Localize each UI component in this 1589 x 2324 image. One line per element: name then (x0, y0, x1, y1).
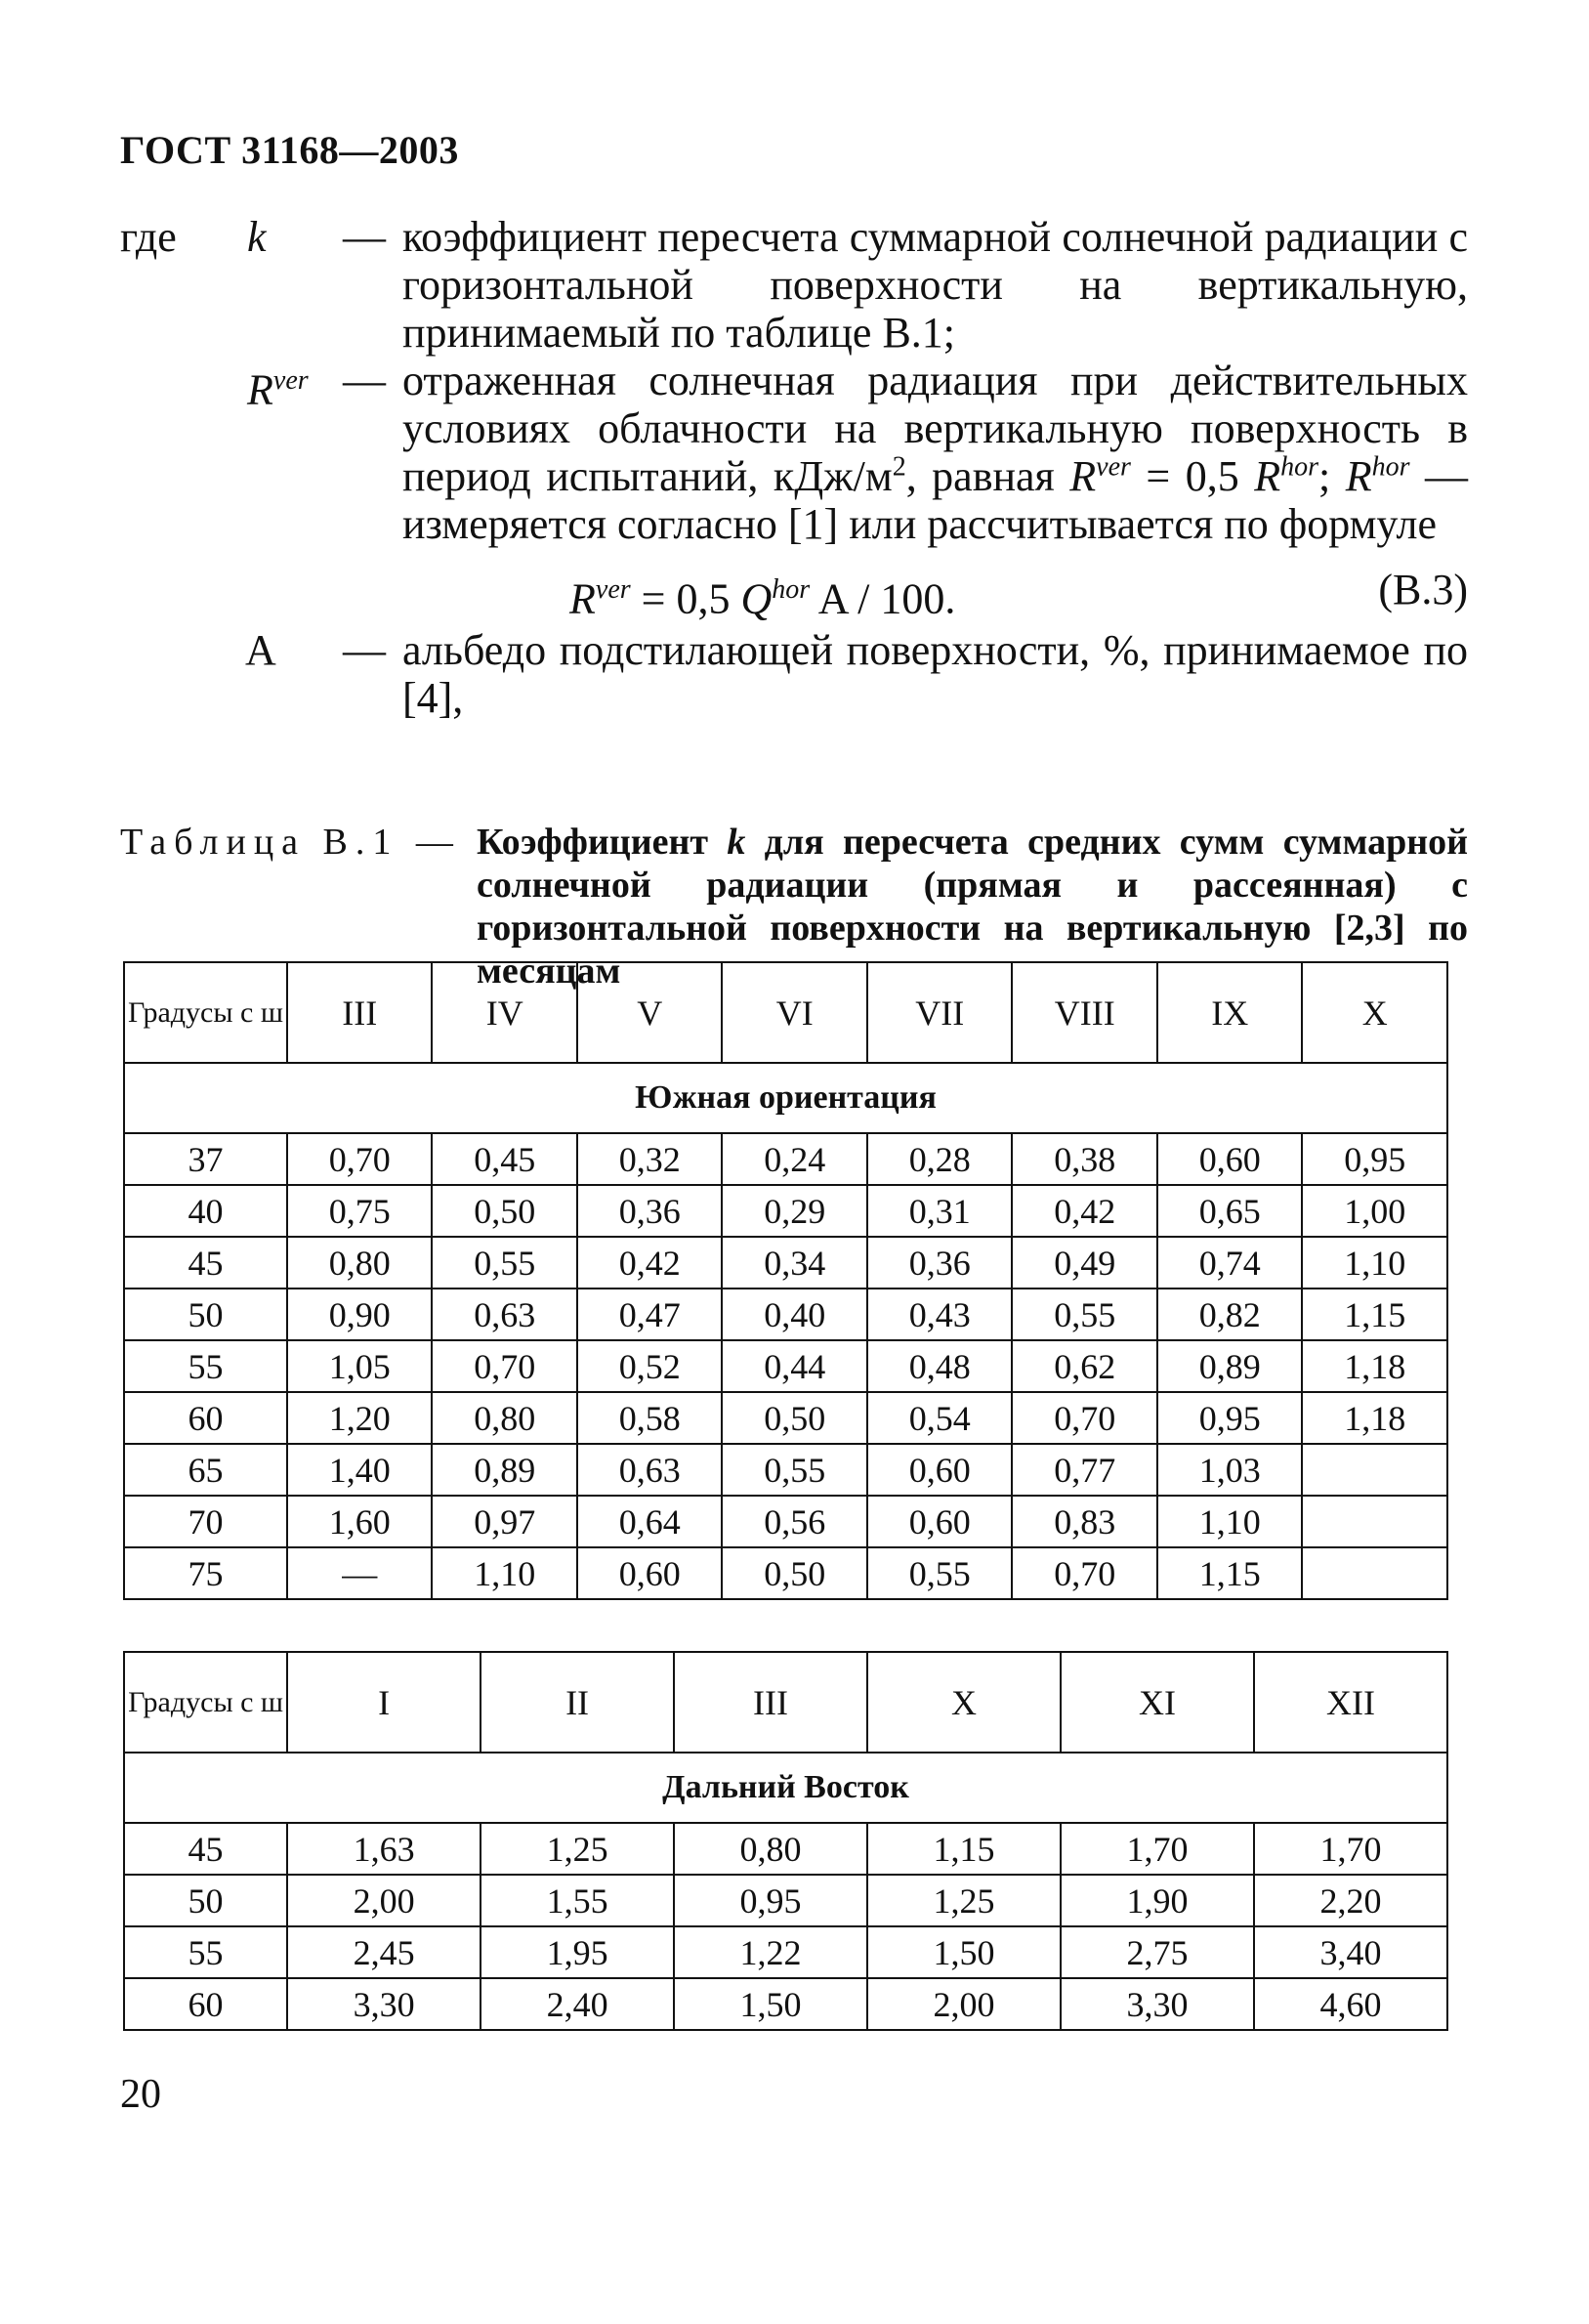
value-cell: 0,82 (1157, 1289, 1303, 1340)
value-cell: 0,40 (722, 1289, 867, 1340)
value-cell: 1,15 (1157, 1547, 1303, 1599)
value-cell: 2,45 (287, 1926, 481, 1978)
table-row (124, 1133, 1447, 1185)
value-cell: 3,30 (1061, 1978, 1254, 2030)
table-title: Коэффициент k для пересчета средних сумм суммарной солнечной радиации (прямая и рассеянная) с горизонтальной поверхности на вертикальную [2,3] по месяцам (477, 822, 1468, 992)
value-cell: 0,70 (1012, 1392, 1157, 1444)
dash: — (343, 213, 386, 261)
value-cell: 0,60 (867, 1444, 1013, 1496)
table-row (124, 1340, 1447, 1392)
latitude-cell: 75 (124, 1547, 287, 1599)
symbol-a: A (245, 626, 276, 674)
header-cell-month: III (287, 962, 433, 1063)
value-cell: 1,10 (1302, 1237, 1447, 1289)
header-cell-month: I (287, 1652, 481, 1753)
latitude-cell: 60 (124, 1392, 287, 1444)
value-cell: 0,62 (1012, 1340, 1157, 1392)
value-cell: 2,75 (1061, 1926, 1254, 1978)
value-cell: 2,00 (867, 1978, 1061, 2030)
value-cell: 1,90 (1061, 1875, 1254, 1926)
value-cell: 3,30 (287, 1978, 481, 2030)
value-cell: 0,60 (867, 1496, 1013, 1547)
value-cell: 2,00 (287, 1875, 481, 1926)
value-cell: 0,70 (1012, 1547, 1157, 1599)
table-row (124, 1444, 1447, 1496)
value-cell: 0,75 (287, 1185, 433, 1237)
where-word: где (120, 213, 177, 261)
value-cell: 0,38 (1012, 1133, 1157, 1185)
value-cell: 0,63 (577, 1444, 723, 1496)
latitude-cell: 65 (124, 1444, 287, 1496)
value-cell: 0,83 (1012, 1496, 1157, 1547)
header-cell-month: XII (1254, 1652, 1447, 1753)
table-south-orientation (123, 961, 1448, 1600)
latitude-cell: 45 (124, 1237, 287, 1289)
definition-text: отраженная солнечная радиация при действительных условиях облачности на вертикальную поверхность в период испытаний, кДж/$м^2$, равная $R^{ver} = 0,5$ $R^{hor}$; $R^{hor}$ — измеряется согласно [1] или рассчитывается по формуле (402, 357, 1468, 548)
value-cell: 1,40 (287, 1444, 433, 1496)
value-cell: 1,18 (1302, 1340, 1447, 1392)
value-cell: 0,34 (722, 1237, 867, 1289)
value-cell: 0,74 (1157, 1237, 1303, 1289)
latitude-cell: 50 (124, 1875, 287, 1926)
value-cell: 1,18 (1302, 1392, 1447, 1444)
table-row (124, 1392, 1447, 1444)
header-cell-month: IX (1157, 962, 1303, 1063)
value-cell (1302, 1496, 1447, 1547)
value-cell: 0,80 (287, 1237, 433, 1289)
value-cell: 0,89 (1157, 1340, 1303, 1392)
value-cell: 1,70 (1061, 1823, 1254, 1875)
value-cell: 1,60 (287, 1496, 433, 1547)
latitude-cell: 37 (124, 1133, 287, 1185)
value-cell: 1,25 (867, 1875, 1061, 1926)
section-row: Южная ориентация (124, 1063, 1447, 1133)
value-cell: 0,60 (1157, 1133, 1303, 1185)
value-cell: 1,70 (1254, 1823, 1447, 1875)
table-row (124, 1289, 1447, 1340)
value-cell: 0,64 (577, 1496, 723, 1547)
value-cell: 0,90 (287, 1289, 433, 1340)
value-cell: 1,22 (674, 1926, 867, 1978)
document-header: ГОСТ 31168—2003 (120, 128, 459, 172)
value-cell: 0,95 (1157, 1392, 1303, 1444)
value-cell: 0,36 (577, 1185, 723, 1237)
value-cell: 1,25 (481, 1823, 674, 1875)
value-cell: 0,52 (577, 1340, 723, 1392)
value-cell: 1,15 (867, 1823, 1061, 1875)
value-cell: 0,55 (1012, 1289, 1157, 1340)
table-row (124, 1926, 1447, 1978)
value-cell: 0,55 (432, 1237, 577, 1289)
value-cell: 0,60 (577, 1547, 723, 1599)
definition-text: коэффициент пересчета суммарной солнечной радиации с горизонтальной поверхности на вертикальную, принимаемый по таблице В.1; (402, 213, 1468, 357)
value-cell: 0,28 (867, 1133, 1013, 1185)
table-row (124, 1185, 1447, 1237)
latitude-cell: 40 (124, 1185, 287, 1237)
value-cell: — (287, 1547, 433, 1599)
latitude-cell: 60 (124, 1978, 287, 2030)
header-cell-month: IV (432, 962, 577, 1063)
latitude-cell: 55 (124, 1926, 287, 1978)
value-cell: 0,56 (722, 1496, 867, 1547)
definitions (120, 213, 1468, 722)
table-row (124, 1547, 1447, 1599)
table-row (124, 1496, 1447, 1547)
table-row (124, 1237, 1447, 1289)
dash: — (343, 357, 386, 404)
value-cell: 0,95 (674, 1875, 867, 1926)
value-cell: 0,24 (722, 1133, 867, 1185)
value-cell (1302, 1547, 1447, 1599)
formula-number: (В.3) (1378, 566, 1468, 613)
value-cell: 1,63 (287, 1823, 481, 1875)
section-row: Дальний Восток (124, 1753, 1447, 1823)
value-cell: 0,50 (722, 1547, 867, 1599)
value-cell: 0,45 (432, 1133, 577, 1185)
header-cell-month: X (867, 1652, 1061, 1753)
value-cell: 1,20 (287, 1392, 433, 1444)
value-cell: 0,77 (1012, 1444, 1157, 1496)
formula-expression: $R^{ver} = 0,5$ $Q^{hor}$ A / 100. (569, 574, 956, 623)
definition-a (120, 626, 1468, 722)
value-cell: 0,49 (1012, 1237, 1157, 1289)
header-cell-month: VI (722, 962, 867, 1063)
table-row (124, 1875, 1447, 1926)
header-cell-month: V (577, 962, 723, 1063)
value-cell: 0,89 (432, 1444, 577, 1496)
latitude-cell: 55 (124, 1340, 287, 1392)
latitude-cell: 45 (124, 1823, 287, 1875)
value-cell (1302, 1444, 1447, 1496)
value-cell: 0,29 (722, 1185, 867, 1237)
value-cell: 0,58 (577, 1392, 723, 1444)
value-cell: 4,60 (1254, 1978, 1447, 2030)
header-cell-month: III (674, 1652, 867, 1753)
value-cell: 0,42 (577, 1237, 723, 1289)
value-cell: 1,05 (287, 1340, 433, 1392)
header-cell-latitude: Градусы с ш (124, 1652, 287, 1753)
value-cell: 0,54 (867, 1392, 1013, 1444)
value-cell: 0,50 (432, 1185, 577, 1237)
value-cell: 1,10 (1157, 1496, 1303, 1547)
value-cell: 0,70 (432, 1340, 577, 1392)
value-cell: 1,50 (867, 1926, 1061, 1978)
table-far-east (123, 1651, 1448, 2031)
value-cell: 0,55 (867, 1547, 1013, 1599)
header-cell-month: VII (867, 962, 1013, 1063)
value-cell: 0,32 (577, 1133, 723, 1185)
value-cell: 1,00 (1302, 1185, 1447, 1237)
table-label: Таблица В.1 — (120, 822, 461, 863)
header-cell-month: XI (1061, 1652, 1254, 1753)
value-cell: 1,55 (481, 1875, 674, 1926)
page-number: 20 (120, 2072, 161, 2117)
value-cell: 2,40 (481, 1978, 674, 2030)
latitude-cell: 70 (124, 1496, 287, 1547)
value-cell: 0,63 (432, 1289, 577, 1340)
value-cell: 0,48 (867, 1340, 1013, 1392)
value-cell: 0,97 (432, 1496, 577, 1547)
header-cell-month: VIII (1012, 962, 1157, 1063)
table-row (124, 1978, 1447, 2030)
definition-rver (120, 357, 1468, 548)
value-cell: 0,55 (722, 1444, 867, 1496)
value-cell: 0,70 (287, 1133, 433, 1185)
value-cell: 1,10 (432, 1547, 577, 1599)
value-cell: 1,95 (481, 1926, 674, 1978)
value-cell: 1,50 (674, 1978, 867, 2030)
value-cell: 0,80 (432, 1392, 577, 1444)
definition-k (120, 213, 1468, 357)
symbol-k: k (247, 213, 267, 261)
dash: — (343, 626, 386, 674)
header-cell-latitude: Градусы с ш (124, 962, 287, 1063)
value-cell: 0,44 (722, 1340, 867, 1392)
symbol-rver: $R^{ver}$ (247, 365, 309, 414)
header-cell-month: X (1302, 962, 1447, 1063)
value-cell: 1,03 (1157, 1444, 1303, 1496)
value-cell: 0,47 (577, 1289, 723, 1340)
value-cell: 0,65 (1157, 1185, 1303, 1237)
value-cell: 0,50 (722, 1392, 867, 1444)
value-cell: 0,42 (1012, 1185, 1157, 1237)
table-row (124, 1823, 1447, 1875)
value-cell: 0,31 (867, 1185, 1013, 1237)
value-cell: 0,36 (867, 1237, 1013, 1289)
formula-b3 (120, 558, 1468, 623)
value-cell: 0,43 (867, 1289, 1013, 1340)
value-cell: 2,20 (1254, 1875, 1447, 1926)
header-cell-month: II (481, 1652, 674, 1753)
latitude-cell: 50 (124, 1289, 287, 1340)
value-cell: 0,80 (674, 1823, 867, 1875)
definition-text: альбедо подстилающей поверхности, %, принимаемое по [4], (402, 626, 1468, 722)
value-cell: 3,40 (1254, 1926, 1447, 1978)
value-cell: 1,15 (1302, 1289, 1447, 1340)
value-cell: 0,95 (1302, 1133, 1447, 1185)
